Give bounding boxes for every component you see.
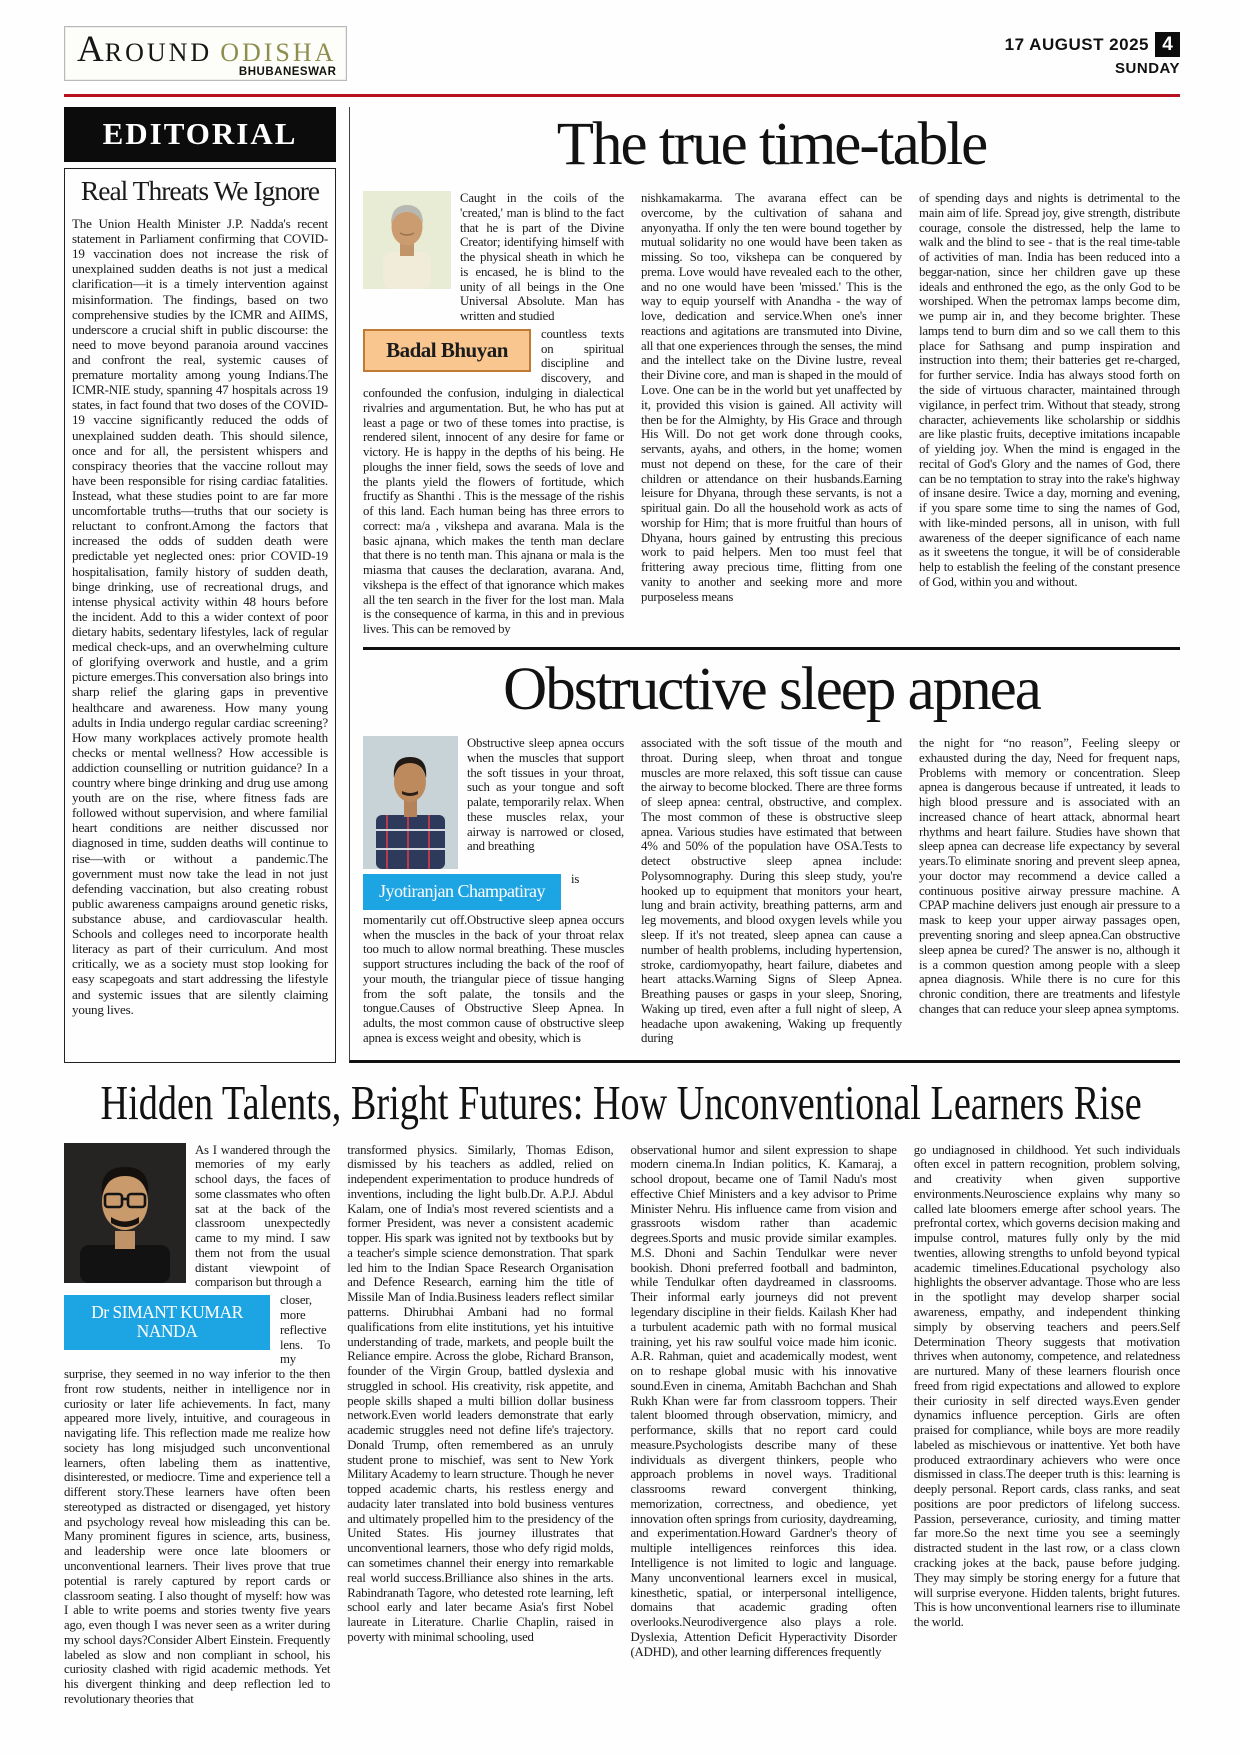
masthead-title: [77, 31, 336, 68]
learners-col-1-text: closer, more reflective lens. To my surprise, they seemed in no way inferior to the then front row students, neither in intelligence nor in curiosity or later life achievements. In fact, many appeared more lively, intuitive, and courageous in navigating life. This reflection made me realize how society has long misjudged such unconventional learners, often labeling them as inattentive, disinterested, or mediocre. Time and experience tell a different story.These learners have often been stereotyped as distracted or disengaged, yet history and psychology reveal how misleading this can be. Many prominent figures in science, arts, business, and leadership were once late bloomers or unconventional learners. Their lives prove that true potential is rarely captured by report cards or classroom seating. I also thought of myself: how was I able to write poems and stories twenty five years ago, even though I was never seen as a writer during my school days?Consider Albert Einstein. Frequently labeled as slow and non compliant in school, his curiosity clashed with rigid academic methods. Yet his divergent thinking and deep reflection led to revolutionary theories that: [64, 1293, 331, 1706]
page-header: [64, 26, 1180, 90]
editorial-title: Real Threats We Ignore: [72, 173, 328, 212]
jyotiranjan-champatiray-name: Jyotiranjan Champatiray: [363, 874, 561, 910]
editorial-body: The Union Health Minister J.P. Nadda's recent statement in Parliament confirming that COVID-19 vaccination does not increase the risk of unexplained sudden deaths is not just a medical clarification—it is a timely intervention against misinformation. The findings, based on two comprehensive studies by the ICMR and AIIMS, underscore a crucial shift in public discourse: the need to move beyond paranoia around vaccines and confront the real, systemic causes of premature mortality among young Indians.The ICMR-NIE study, spanning 47 hospitals across 19 states, in fact found that two doses of the COVID-19 vaccine significantly reduced the odds of unexplained sudden death. This should silence, once and for all, the persistent whispers and conspiracy theories that the vaccine rollout may have been responsible for rising cardiac fatalities. Instead, what these studies point to are far more uncomfortable truths—truths that our society is reluctant to confront.Among the factors that increased the odds of sudden death were predictable yet neglected ones: prior COVID-19 hospitalisation, family history of sudden death, binge drinking, use of recreational drugs, and intense physical activity within 48 hours before the incident. Add to this a wider context of poor dietary habits, sedentary lifestyles, lack of regular medical check-ups, and an overwhelming culture of glorifying overwork and hustle, and a grim picture emerges.This conversation also brings into sharp relief the glaring gaps in preventive healthcare and awareness. How many young adults in India undergo regular cardiac screening? How many workplaces actively promote health checks or mental wellness? How accessible is addiction counselling or nutrition guidance? In a country where binge drinking and drug use among youth are on the rise, where fitness fads are followed without supervision, and where familial heart conditions are neither discussed nor diagnosed in time, sudden deaths will continue to rise—with or without a pandemic.The government must now take the lead in not just defending vaccination, but also creating robust public awareness campaigns around genetic risks, substance abuse, and cardiovascular health. Schools and colleges need to incorporate health literacy as part of their curriculum. And most critically, we as a society must stop looking for easy scapegoats and start addressing the lifestyle and systemic issues that are silently claiming young lives.: [72, 216, 328, 1017]
learners-col-1: [64, 1143, 330, 1707]
timetable-lead: Caught in the coils of the 'created,' man is blind to the fact that he is part of the Divine Creator; identifying himself with the physical sheath in which he is encased, he is blind to the unity of all beings in the One Universal Absolute. Man has written and studied: [460, 191, 624, 324]
apnea-lead: Obstructive sleep apnea occurs when the muscles that support the soft tissues in your throat, such as your tongue and soft palate, temporarily relax. When these muscles relax, your airway is narrowed or closed, and breathing: [467, 736, 624, 854]
dateline: [1005, 26, 1180, 77]
editorial-section: [64, 107, 336, 1063]
right-section: [349, 107, 1180, 1063]
masthead-title-rest: ROUND: [104, 38, 213, 67]
article-true-timetable: [363, 113, 1180, 650]
simant-kumar-nanda-photo: [64, 1143, 186, 1291]
masthead-initial: A: [77, 29, 105, 70]
timetable-col-1-text: countless texts on spiritual discipline and discovery, and confounded the confusion, indulging in dialectical rivalries and argumentation. But, he who has put at least a page or two of these tomes into practise, is rendered silent, innocent of any desire for fame or victory. He is happy in the depths of his being. He ploughs the inner field, sows the seeds of love and the plants yield the flowers of fortitude, which fructify as Shanthi . This is the message of the rishis of this land. Each human being has three errors to correct: ma/a , vikshepa and avarana. Mala is the basic ajnana, which makes the tenth man declare that there is no tenth man. This ajnana or mala is the miasma that causes the declaration, avarana. And, vikshepa is the effect of that ignorance which makes all the ten search in the fiver for the lost man. Mala is the consequence of karma, in this and in previous lives. This can be removed by: [363, 326, 624, 637]
editorial-box: [64, 168, 336, 1063]
header-rule: [64, 94, 1180, 97]
timetable-columns: [363, 191, 1180, 637]
learners-lead: As I wandered through the memories of my early school days, the faces of some classmates who often sat at the back of the classroom unexpectedly came to my mind. I saw them not from the usual distant viewpoint of comparison but through a: [195, 1142, 331, 1290]
learners-col-3: observational humor and silent expression to shape modern cinema.In Indian politics, K. Kamaraj, a school dropout, became one of Tamil Nadu's most effective Chief Ministers and a key advisor to Prime Minister Nehru. His influence came from vision and grassroots wisdom rather than academic degrees.Sports and music provide similar examples. M.S. Dhoni and Sachin Tendulkar were never bookish. Dhoni preferred football and badminton, while Tendulkar often daydreamed in classrooms. Their informal early journeys did not prevent legendary discipline in their fields. Kailash Kher had a turbulent academic path with no formal musical training, yet his raw soulful voice made him iconic. A.R. Rahman, quiet and academically modest, went on to reshape global music with his innovative sound.Even in cinema, Amitabh Bachchan and Shah Rukh Khan were far from classroom toppers. Their talent bloomed through observation, mimicry, and performance, skills that no report card could measure.Psychologists describe many of these individuals as divergent thinkers, people who approach problems in novel ways. Traditional classrooms reward convergent thinking, memorization, correctness, and obedience, yet innovation often springs from curiosity, daydreaming, and experimentation.Howard Gardner's theory of multiple intelligences reinforces this idea. Intelligence is not limited to logic and language. Many unconventional learners excel in musical, kinesthetic, spatial, or interpersonal intelligence, domains that academic grading often overlooks.Neurodivergence also plays a role. Dyslexia, Attention Deficit Hyperactivity Disorder (ADHD), and other learning differences frequently: [630, 1142, 897, 1659]
timetable-col-3: of spending days and nights is detrimental to the main aim of life. Spread joy, give strength, distribute courage, console the distressed, help the lame to walk and the blind to see - that is the real time-table of activities of man. India has been reduced into a beggar-nation, since her children gave up these ideals and enthroned the ego, as the only God to be worshiped. When the petromax lamps become dim, we pump air in, and they become brighter. These lamps tend to burn dim and so we call them to this place for Sathsang and pump inspiration and instruction into them; their batteries get re-charged, for further service. India has always stood forth on the side of virtuous character, maintained through vigilance, in perfect trim. Without that steady, strong character, achievements like scholarship or siddhis are like plastic fruits, deceptive imitations incapable of yielding joy. When the mind is engaged in the recital of God's Glory and the names of God, there can be no temptation to stray into the rake's highway of insane desire. Twice a day, morning and evening, if you spare some time to sing the names of God, with like-minded persons, all in unison, with full awareness of the deeper significance of each name as it sweetens the tongue, it will be of considerable help to establish the feeling of the constant presence of God, within you and without.: [919, 191, 1180, 589]
learners-headline: Hidden Talents, Bright Futures: How Unconventional Learners Rise: [100, 1077, 1142, 1131]
masthead-region: ODISHA: [220, 38, 337, 67]
date-text: 17 AUGUST 2025: [1004, 34, 1149, 54]
apnea-col-1: [363, 736, 624, 1046]
timetable-headline: The true time-table: [556, 111, 987, 178]
article-sleep-apnea: [363, 650, 1180, 1046]
apnea-col-2: associated with the soft tissue of the mouth and throat. During sleep, when throat and tongue muscles are more relaxed, this soft tissue can cause the airway to become blocked. There are three forms of sleep apnea: central, obstructive, and complex. The most common of these is obstructive sleep apnea. Various studies have estimated that between 4% and 50% of the population have OSA.Tests to detect obstructive sleep apnea include: Polysomnography. During this sleep study, you're hooked up to equipment that monitors your heart, lung and brain activity, breathing patterns, arm and leg movements, and blood oxygen levels while you sleep. If it's not treated, sleep apnea can cause a number of health problems, including hypertension, stroke, cardiomyopathy, heart failure, diabetes and heart attacks.Warning Signs of Sleep Apnea. Breathing pauses or gasps in your sleep, Snoring, Waking up tired, even after a full night of sleep, A headache upon awakening, Waking up frequently during: [641, 736, 902, 1046]
apnea-col-3: the night for “no reason”, Feeling sleepy or exhausted during the day, Need for frequent naps, Problems with memory or concentration. Sleep apnea is dangerous because if untreated, it leads to high blood pressure and is associated with an increased chance of heart attack, abnormal heart rhythms and heart failure. Studies have shown that sleep apnea can decrease life expectancy by several years.To eliminate snoring and prevent sleep apnea, your doctor may recommend a device called a continuous positive airway pressure machine. A CPAP machine delivers just enough air pressure to a mask to keep your upper airway passages open, preventing snoring and sleep apnea.Can obstructive sleep apnea be cured? The answer is no, although it is a common question among people with a sleep apnea diagnosis. While there is no cure for this chronic condition, there are treatments and lifestyle changes that can reduce your sleep apnea symptoms.: [919, 736, 1180, 1016]
learners-col-4: go undiagnosed in childhood. Yet such individuals often excel in pattern recognition, problem solving, and creativity when given supportive environments.Neuroscience explains why many so called late bloomers emerge after school years. The prefrontal cortex, which governs decision making and impulse control, matures fully only by the mid twenties, allowing strengths to unfold beyond typical academic timelines.Educational psychology also highlights the observer advantage. Those who are less in the spotlight may develop sharper social awareness, empathy, and independent thinking simply by observing teachers and peers.Self Determination Theory suggests that motivation thrives when autonomy, competence, and relatedness are nurtured. Many of these learners flourish once freed from rigid expectations and allowed to explore their curiosity in self directed ways.Even gender dynamics influence perception. Girls are often praised for compliance, while boys are more readily labeled as mischievous or inattentive. Yet both have produced extraordinary achievers who were once dismissed in class.The deeper truth is this: learning is deeply personal. Report cards, class ranks, and seat positions are poor predictors of lifelong success. Passion, perseverance, curiosity, and timing matter far more.So the next time you see a seemingly distracted student in the last row, or a class clown cracking jokes at the back, pause before judging. They may simply be storing energy for a future that will surprise everyone. Hidden talents, bright futures. This is how unconventional learners rise to illuminate the world.: [913, 1142, 1180, 1630]
timetable-col-1: [363, 191, 624, 637]
simant-kumar-nanda-name: Dr SIMANT KUMAR NANDA: [64, 1295, 270, 1350]
masthead-city: BHUBANESWAR: [238, 66, 337, 78]
editorial-banner: EDITORIAL: [64, 107, 336, 162]
timetable-col-2: nishkamakarma. The avarana effect can be overcome, by the cultivation of sahana and anyonyatha. If only the ten were bound together by mutual solidarity no one would have been taken as missing. So too, vikshepa can be conquered by prema. Love would have revealed each to the other, and no one would have been 'missed.' This is the way to equip yourself with Anandha - the way of love, dedication and service.When one's inner reactions and agitations are transmuted into Divine, all that one experiences through the senses, the mind and the intellect take on the Divine lustre, reveal their Divine core, and man is shaped in the mould of Love. One can be in the world but yet unaffected by it, provided this vision is gained. All activity will then be for the Almighty, by His Grace and through His Will. Do not get work done through cooks, servants, ayahs, and others, in the home; women must not depend on these, for the care of their children or attendance on their husbands.Earning leisure for Dhyana, through these servants, is not a spiritual gain. Do all the household work as acts of worship for Him; that is more fruitful than hours of Dhyana, hours gained by entrusting this precious work to paid helpers. Men too must feel that frittering away precious time, flitting from one vanity to another and seeking more and more purposeless means: [641, 191, 902, 604]
learners-col-2: transformed physics. Similarly, Thomas Edison, dismissed by his teachers as addled, relied on independent experimentation to produce hundreds of inventions, including the light bulb.Dr. A.P.J. Abdul Kalam, one of India's most revered scientists and a former President, was never a consistent academic topper. His spark was ignited not by textbooks but by a teacher's simple science demonstration. That spark led him to the Indian Space Research Organisation and Defence Research, earning him the title of Missile Man of India.Business leaders reflect similar patterns. Dhirubhai Ambani had no formal qualifications from elite institutions, yet his intuitive understanding of trade, markets, and people built the Reliance empire. Across the globe, Richard Branson, founder of the Virgin Group, battled dyslexia and struggled in school. His creativity, risk appetite, and people skills shaped a multi billion dollar business network.Even world leaders demonstrate that early academic struggles need not define life's trajectory. Donald Trump, often remembered as an unruly student prone to mischief, was sent to New York Military Academy to learn structure. Though he never topped academic charts, his restless energy and audacity later translated into bold business ventures and ultimately propelled him to the presidency of the United States. His journey illustrates that unconventional learners, those who defy rigid molds, can sometimes channel their energy into remarkable real world success.Brilliance also shines in the arts. Rabindranath Tagore, who detested rote learning, left school early and later became Asia's first Nobel laureate in Literature. Charlie Chaplin, raised in poverty with minimal schooling, used: [347, 1142, 614, 1644]
apnea-headline: Obstructive sleep apnea: [503, 656, 1040, 724]
learners-columns: [64, 1143, 1180, 1707]
page-number-badge: 4: [1155, 32, 1180, 57]
masthead: [64, 26, 347, 81]
badal-bhuyan-photo: [363, 191, 451, 324]
badal-bhuyan-name: Badal Bhuyan: [363, 329, 531, 372]
day-text: SUNDAY: [1115, 60, 1180, 77]
upper-section: [64, 107, 1180, 1063]
apnea-columns: [363, 736, 1180, 1046]
article-hidden-talents: [64, 1077, 1180, 1707]
apnea-col-1-text: is momentarily cut off.Obstructive sleep apnea occurs when the muscles in the back of your throat relax too much to allow normal breathing. These muscles support structures including the back of the roof of your mouth, the triangular piece of tissue hanging from the soft palate, the tonsils and the tongue.Causes of Obstructive Sleep Apnea. In adults, the most common cause of obstructive sleep apnea is excess weight and obesity, which is: [363, 872, 624, 1045]
jyotiranjan-champatiray-photo: [363, 736, 458, 869]
